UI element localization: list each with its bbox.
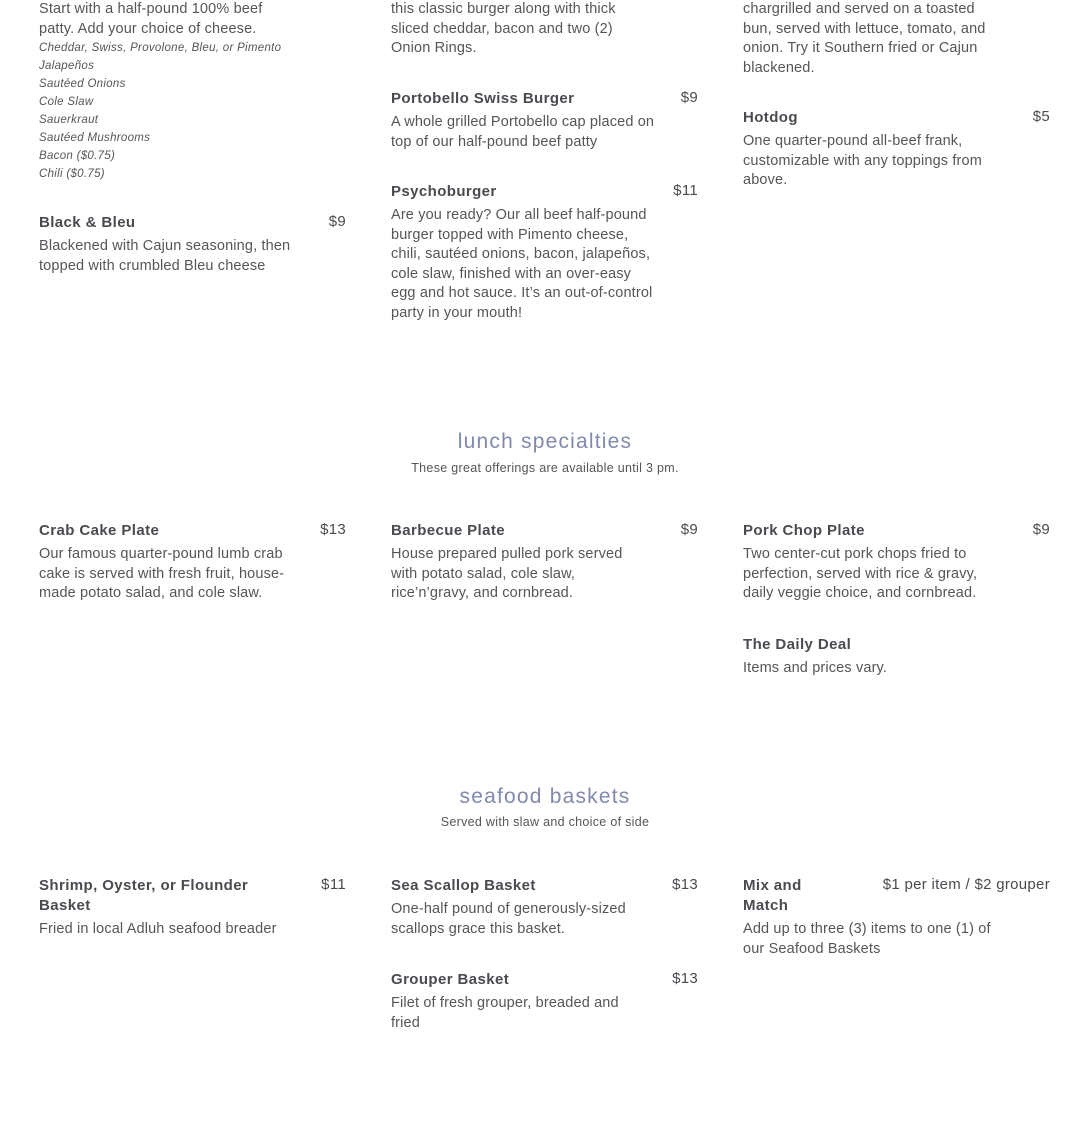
menu-item-portobello-swiss-burger	[391, 89, 698, 152]
item-price: $13	[672, 876, 698, 893]
menu-item-crab-cake-plate	[39, 521, 346, 604]
item-description: Filet of fresh grouper, breaded and fried	[391, 995, 619, 1031]
option-item: Sautéed Onions	[39, 78, 126, 91]
item-description: chargrilled and served on a toasted bun, served with lettuce, tomato, and onion. Try it Southern fried or Cajun blackened.	[743, 1, 986, 76]
menu-item-pork-chop-plate	[743, 521, 1050, 604]
item-price: $1 per item / $2 grouper	[882, 876, 1050, 893]
item-description: Items and prices vary.	[743, 660, 888, 676]
section-title-lunch-specialties: lunch specialties	[457, 430, 633, 453]
item-price: $9	[680, 521, 698, 538]
option-item: Bacon ($0.75)	[39, 150, 116, 163]
section-subtitle-lunch-specialties: These great offerings are available until 3 pm.	[411, 461, 679, 475]
item-description: Two center-cut pork chops fried to perfection, served with rice & gravy, daily veggie choice, and cornbread.	[743, 546, 978, 602]
option-item: Sautéed Mushrooms	[39, 132, 151, 145]
menu-item-classic-burger	[391, 0, 698, 59]
item-name: The Daily Deal	[743, 636, 852, 653]
item-price: $5	[1032, 108, 1050, 125]
item-name: Portobello Swiss Burger	[391, 90, 575, 107]
item-price: $13	[672, 970, 698, 987]
item-name: Sea Scallop Basket	[391, 877, 536, 894]
item-description: One-half pound of generously-sized scallops grace this basket.	[391, 901, 626, 937]
item-price: $9	[328, 213, 346, 230]
menu-item-the-daily-deal	[743, 635, 1050, 679]
burger-options-list	[39, 39, 346, 183]
item-name: Shrimp, Oyster, or Flounder Basket	[39, 877, 249, 914]
item-name: Black & Bleu	[39, 214, 136, 231]
menu-item-mix-and-match	[743, 876, 1050, 959]
item-name: Hotdog	[743, 109, 798, 126]
option-item: Chili ($0.75)	[39, 168, 105, 181]
option-item: Sauerkraut	[39, 114, 99, 127]
menu-item-psychoburger	[391, 182, 698, 324]
menu-item-chicken-sandwich	[743, 0, 1050, 78]
item-description: Are you ready? Our all beef half-pound burger topped with Pimento cheese, chili, sautéed onions, bacon, jalapeños, cole slaw, finished with an over-easy egg and hot sauce. It’s an out-of-control party in your mouth!	[391, 207, 653, 321]
item-price: $9	[1032, 521, 1050, 538]
item-description: this classic burger along with thick sliced cheddar, bacon and two (2) Onion Rings.	[391, 1, 616, 57]
item-description: Fried in local Adluh seafood breader	[39, 921, 277, 937]
option-item: Jalapeños	[39, 60, 95, 73]
item-name: Barbecue Plate	[391, 522, 505, 539]
item-description: A whole grilled Portobello cap placed on top of our half-pound beef patty	[391, 114, 655, 150]
item-price: $9	[680, 89, 698, 106]
item-name: Mix and Match	[743, 877, 802, 914]
item-name: Crab Cake Plate	[39, 522, 160, 539]
item-description: Add up to three (3) items to one (1) of our Seafood Baskets	[743, 921, 991, 957]
item-price: $13	[320, 521, 346, 538]
menu-item-barbecue-plate	[391, 521, 698, 604]
section-title-seafood-baskets: seafood baskets	[459, 785, 631, 808]
item-description: One quarter-pound all-beef frank, customizable with any toppings from above.	[743, 133, 982, 189]
option-item: Cole Slaw	[39, 96, 94, 109]
item-description: Start with a half-pound 100% beef patty. Add your choice of cheese.	[39, 1, 263, 37]
item-description: Our famous quarter-pound lumb crab cake is served with fresh fruit, house-made potato salad, and cole slaw.	[39, 546, 285, 602]
menu-item-black-and-bleu	[39, 213, 346, 276]
item-price: $11	[321, 876, 346, 893]
option-item: Cheddar, Swiss, Provolone, Bleu, or Pimento	[39, 42, 282, 55]
menu-item-shrimp-oyster-flounder-basket	[39, 876, 346, 940]
item-name: Psychoburger	[391, 183, 497, 200]
item-name: Pork Chop Plate	[743, 522, 865, 539]
section-subtitle-seafood-baskets: Served with slaw and choice of side	[440, 815, 650, 829]
item-description: House prepared pulled pork served with potato salad, cole slaw, rice’n’gravy, and cornbread.	[391, 546, 623, 602]
menu-item-sea-scallop-basket	[391, 876, 698, 939]
item-price: $11	[673, 182, 698, 199]
menu-item-build-your-burger	[39, 0, 346, 183]
item-name: Grouper Basket	[391, 971, 510, 988]
menu-item-hotdog	[743, 108, 1050, 191]
item-description: Blackened with Cajun seasoning, then topped with crumbled Bleu cheese	[39, 238, 291, 274]
menu-item-grouper-basket	[391, 970, 698, 1033]
